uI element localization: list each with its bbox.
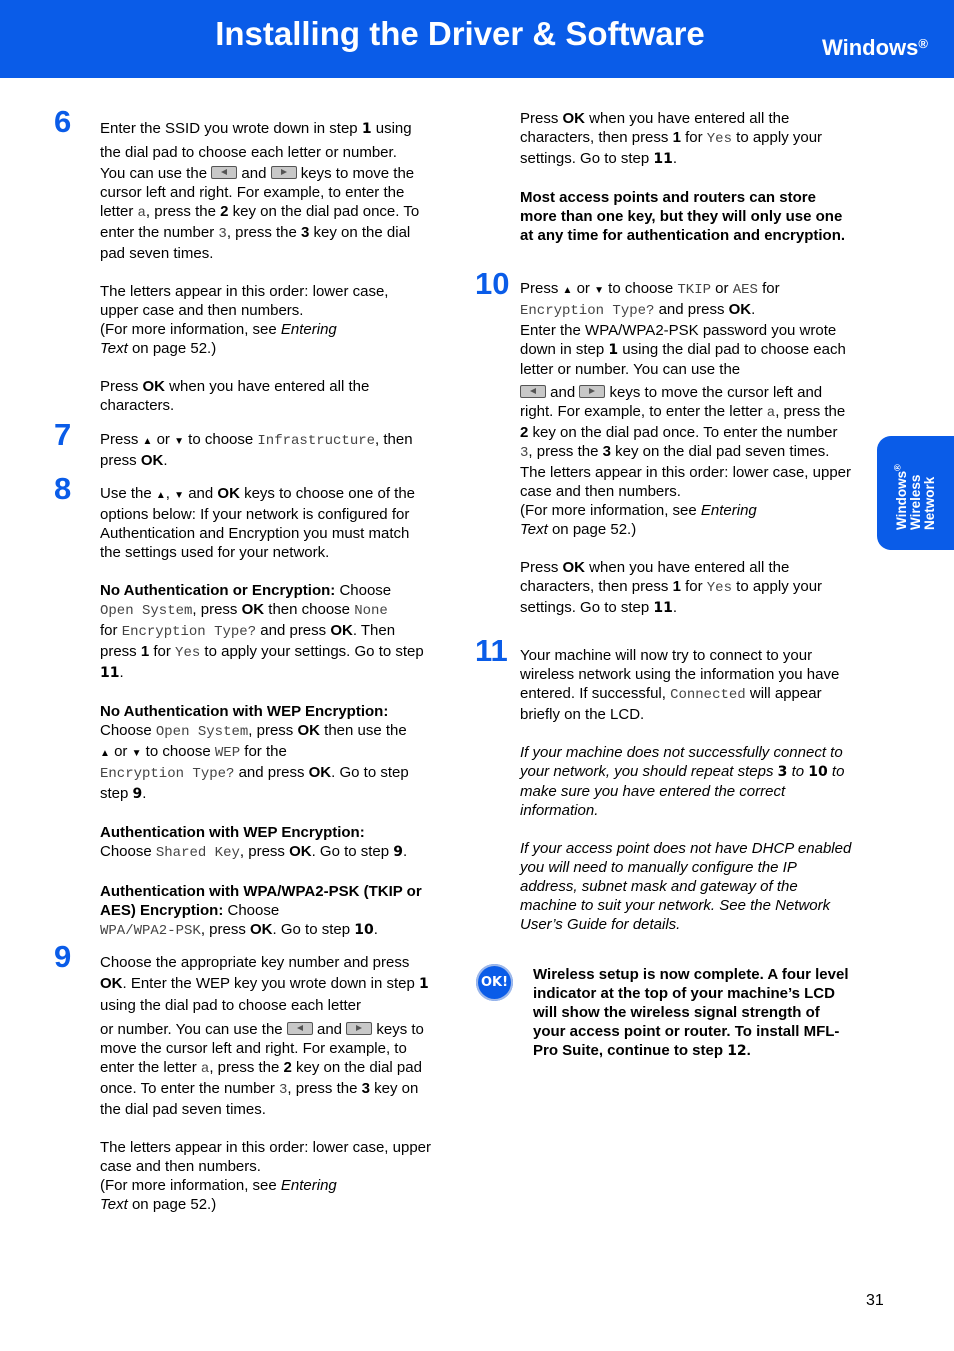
down-arrow-icon: ▼ (131, 748, 142, 759)
key-label: 1 (140, 643, 150, 660)
text: , press the (775, 403, 846, 420)
option-heading: No Authentication with WEP Encryption: (100, 703, 389, 720)
key-label: OK (330, 622, 353, 639)
side-tab-line2: Wireless (907, 474, 923, 530)
option-wpa-auth (100, 882, 432, 941)
step-9-cont-para (520, 109, 852, 169)
text: to apply your settings. Go to step (200, 643, 424, 660)
text: then use the (319, 722, 407, 739)
lcd-text: Connected (670, 687, 746, 703)
step-9-para-1 (100, 952, 432, 1016)
cross-reference: Entering (700, 502, 757, 519)
text: to choose (184, 431, 258, 448)
option-heading: No Authentication or Encryption: (100, 582, 336, 599)
up-arrow-icon: ▲ (142, 436, 153, 447)
text: Choose (100, 843, 156, 860)
text: and press (654, 301, 729, 318)
option-wep-auth (100, 823, 432, 863)
text: when you have entered all the characters. (100, 378, 370, 414)
text: . (163, 452, 168, 469)
text: and (312, 1021, 347, 1038)
text: for (757, 280, 780, 297)
key-label: OK (250, 921, 273, 938)
text: for (149, 643, 176, 660)
step-11-para-2 (520, 743, 852, 820)
completion-note (533, 965, 853, 1061)
option-no-auth (100, 581, 432, 683)
step-ref: 10 (354, 922, 374, 938)
text: Choose the appropriate key number and press (100, 954, 410, 971)
text: using the dial pad to choose each letter (100, 997, 362, 1014)
text: , press (200, 921, 251, 938)
step-ref: 3 (777, 764, 788, 780)
key-label: OK (728, 301, 752, 318)
key-label: 3 (301, 224, 310, 241)
text: , press (239, 843, 290, 860)
text: key on the dial pad seven times. (610, 443, 830, 460)
option-heading: Authentication with WPA/WPA2-PSK (TKIP or AES) Encryption: (100, 883, 422, 919)
up-arrow-icon: ▲ (100, 748, 110, 759)
up-arrow-icon: ▲ (562, 285, 573, 296)
step-11-para-3: If your access point does not have DHCP enabled you will need to manually configure the IP address, subnet mask and gateway of the machine to suit your network. See the Network User’s Guide for details. (520, 840, 852, 933)
text: to (787, 763, 809, 780)
step-ref: 10 (808, 764, 828, 780)
key-label: 1 (672, 578, 681, 595)
lcd-text: Yes (175, 645, 201, 661)
key-label: OK (297, 722, 320, 739)
text: keys to move the cursor left and right. For example, to enter the letter (100, 1021, 424, 1076)
up-arrow-icon: ▲ (155, 490, 166, 501)
lcd-text: a (137, 205, 146, 221)
option-wep-no-auth (100, 702, 432, 804)
text: Press (100, 431, 143, 448)
lcd-text: Yes (706, 580, 732, 596)
text: then choose (264, 601, 355, 618)
text: when you have entered all the characters, then press (520, 559, 790, 595)
lcd-text: Encryption Type? (520, 303, 655, 319)
text: key on the dial pad once. To enter the number (100, 1059, 422, 1097)
step-10-para-2 (520, 321, 852, 379)
text: Enter the WPA/WPA2-PSK password you wrote down in step (520, 322, 837, 358)
lcd-text: Encryption Type? (121, 624, 257, 640)
step-ref: 11 (100, 665, 120, 681)
down-arrow-icon: ▼ (174, 436, 185, 447)
step-8-intro (100, 484, 432, 562)
lcd-text: Open System (100, 603, 193, 619)
text: Enter the SSID you wrote down in step (100, 120, 362, 137)
lcd-text: 3 (218, 226, 227, 242)
step-ref: 1 (419, 976, 429, 992)
text: , then press (100, 431, 413, 469)
page-title: Installing the Driver & Software (215, 15, 705, 52)
cross-reference: Text (100, 1196, 128, 1213)
text: Choose (335, 582, 392, 599)
step-ref: 1 (608, 342, 619, 358)
step-6-para-3: The letters appear in this order: lower case, upper case and then numbers. (100, 283, 389, 319)
option-heading: Authentication with WEP Encryption: (100, 824, 365, 841)
key-label: 3 (361, 1080, 370, 1097)
text: to choose (604, 280, 678, 297)
side-tab-line3: Network (921, 476, 937, 530)
key-label: OK (142, 378, 166, 395)
text: or (572, 280, 595, 297)
lcd-text: 3 (279, 1082, 288, 1098)
lcd-text: Infrastructure (257, 433, 376, 449)
text: to choose (141, 743, 215, 760)
cross-reference: Entering (280, 321, 337, 338)
step-number-8: 8 (54, 471, 72, 506)
key-label: OK (217, 485, 240, 502)
text: for the (240, 743, 287, 760)
text: . (746, 1042, 751, 1059)
key-label: OK (241, 601, 265, 618)
text: . Go to step (272, 921, 355, 938)
text: for (680, 578, 707, 595)
text: step (100, 785, 133, 802)
step-ref: 12 (727, 1043, 747, 1059)
text: to apply your settings. Go to step (520, 129, 823, 167)
os-label-text: Windows (822, 35, 919, 60)
text: key on the dial pad once. To enter the number (100, 203, 420, 241)
key-label: OK (562, 559, 586, 576)
text: You can use the (100, 165, 212, 182)
right-arrow-key-icon (346, 1022, 372, 1035)
down-arrow-icon: ▼ (174, 490, 185, 501)
text: for (680, 129, 707, 146)
completion-text (533, 965, 853, 1061)
text: when you have entered all the characters, then press (520, 110, 790, 146)
step-10-para-1 (520, 279, 852, 321)
text: Choose (100, 722, 156, 739)
text: key on the dial pad seven times. (100, 1080, 419, 1118)
lcd-text: WPA/WPA2-PSK (100, 923, 201, 939)
lcd-text: a (200, 1061, 210, 1077)
text: , press the (528, 443, 603, 460)
lcd-text: AES (732, 282, 758, 298)
key-label: OK (100, 975, 123, 992)
text: using the dial pad to choose each letter or number. You can use the (520, 341, 846, 378)
text: or (152, 431, 175, 448)
step-ref: 1 (361, 121, 372, 137)
text: . (751, 301, 756, 318)
text: keys to move the cursor left and right. For example, to enter the letter (520, 384, 823, 420)
step-ref: 9 (393, 844, 404, 860)
lcd-text: Shared Key (155, 845, 240, 861)
text: will appear briefly on the LCD. (520, 685, 822, 723)
cross-reference: Text (100, 340, 128, 357)
text: and press (234, 764, 309, 781)
text: on page 52.) (127, 1196, 217, 1213)
lcd-text: None (354, 603, 388, 619)
text: , press the (145, 203, 221, 220)
step-6-para-5 (100, 377, 430, 415)
text: on page 52.) (547, 521, 637, 538)
lcd-text: Encryption Type? (100, 766, 235, 782)
text: or (109, 743, 132, 760)
side-tab-text (877, 436, 954, 550)
text: keys to choose one of the options below: If your network is configured for Authentication and Encryption you must match the settings used for your network. (100, 485, 416, 561)
text: , press the (226, 224, 302, 241)
text: Use the (100, 485, 156, 502)
lcd-text: Open System (155, 724, 249, 740)
step-10-para-6 (520, 558, 852, 618)
text: and (184, 485, 218, 502)
text: . (119, 664, 124, 681)
step-6-body (100, 117, 430, 415)
step-10-para-4: The letters appear in this order: lower case, upper case and then numbers. (520, 464, 852, 500)
key-label: 2 (520, 424, 529, 441)
step-number-7: 7 (54, 417, 72, 452)
step-10-body (520, 279, 852, 618)
text: to make sure you have entered the correct information. (520, 763, 845, 819)
text: (For more information, see (100, 1177, 281, 1194)
step-7-para (100, 430, 430, 470)
step-8-body (100, 484, 432, 941)
right-arrow-key-icon (271, 166, 297, 179)
key-label: OK (289, 843, 312, 860)
step-7-body (100, 430, 430, 470)
text: and (546, 384, 580, 401)
step-10-para-5 (520, 501, 852, 539)
cross-reference: Entering (280, 1177, 337, 1194)
key-label: 1 (672, 129, 681, 146)
lcd-text: WEP (214, 745, 241, 761)
step-9-para-2 (100, 1020, 432, 1119)
text: . Go to step (311, 843, 394, 860)
text: key on the dial pad seven times. (100, 224, 411, 262)
step-ref: 11 (653, 600, 673, 616)
side-tab-mark: ® (892, 464, 902, 471)
page-number: 31 (866, 1292, 884, 1309)
text: , press (248, 722, 298, 739)
step-number-10: 10 (475, 266, 510, 301)
text: on page 52.) (127, 340, 217, 357)
text: (For more information, see (520, 502, 701, 519)
text: for (100, 622, 122, 639)
text: Choose (223, 902, 280, 919)
text: . Go to step (331, 764, 409, 781)
text: Press (520, 559, 563, 576)
step-ref: 11 (653, 151, 673, 167)
left-arrow-key-icon (287, 1022, 313, 1035)
step-11-para-1 (520, 646, 852, 724)
text: Wireless setup is now complete. A four level indicator at the top of your machine’s LCD will show the wireless signal strength of your access point or router. To install MFL-Pro Suite, continue to step (533, 966, 849, 1059)
text: , press the (287, 1080, 362, 1097)
step-9-para-4 (100, 1176, 432, 1214)
text: (For more information, see (100, 321, 281, 338)
text: . (672, 150, 678, 167)
step-6-para-1 (100, 117, 430, 165)
step-number-11: 11 (475, 633, 508, 668)
step-10-para-3 (520, 383, 852, 463)
text: . (403, 843, 408, 860)
step-6-para-2 (100, 164, 430, 263)
text: keys to move the cursor left and right. For example, to enter the letter (100, 165, 415, 220)
lcd-text: TKIP (677, 282, 712, 298)
cross-reference: Text (520, 521, 548, 538)
text: and (237, 165, 271, 182)
text: or number. You can use the (100, 1021, 287, 1038)
lcd-text: 3 (520, 445, 529, 461)
text: If your machine does not successfully connect to your network, you should repeat steps (520, 744, 843, 780)
text: to apply your settings. Go to step (520, 578, 823, 616)
key-label: 2 (283, 1059, 292, 1076)
left-arrow-key-icon (520, 385, 546, 398)
text: . Then press (100, 622, 396, 660)
step-9-para-3: The letters appear in this order: lower case, upper case and then numbers. (100, 1139, 432, 1175)
text: . Enter the WEP key you wrote down in step (122, 975, 420, 992)
step-11-body (520, 646, 852, 934)
side-tab-line1: Windows (893, 470, 909, 530)
text: Press (100, 378, 143, 395)
text: using the dial pad to choose each letter or number. (100, 120, 412, 161)
step-ref: 9 (132, 786, 143, 802)
key-label: 2 (220, 203, 229, 220)
down-arrow-icon: ▼ (594, 285, 605, 296)
left-arrow-key-icon (211, 166, 237, 179)
registered-mark: ® (918, 36, 928, 51)
key-storage-note: Most access points and routers can store more than one key, but they will only use one at any time for authentication and encryption. (520, 189, 846, 244)
text: or (711, 280, 733, 297)
lcd-text: Yes (706, 131, 732, 147)
ok-badge-icon: OK! (476, 964, 513, 1001)
lcd-text: a (766, 405, 776, 421)
text: Your machine will now try to connect to your wireless network using the information you have entered. If successful, (520, 647, 840, 702)
key-label: OK (140, 452, 164, 469)
os-label (822, 34, 928, 62)
text: , press the (209, 1059, 284, 1076)
right-arrow-key-icon (579, 385, 605, 398)
text: , (165, 485, 175, 502)
text: , press (192, 601, 242, 618)
page-header (0, 0, 954, 78)
text: Press (520, 280, 563, 297)
text: . (142, 785, 147, 802)
key-label: 3 (602, 443, 611, 460)
side-tab (877, 436, 954, 550)
text: . (373, 921, 378, 938)
step-number-6: 6 (54, 104, 72, 139)
step-9-body (100, 952, 432, 1214)
text: and press (256, 622, 331, 639)
text: . (672, 599, 678, 616)
step-6-para-4 (100, 320, 430, 358)
step-number-9: 9 (54, 939, 72, 974)
key-label: OK (308, 764, 332, 781)
text: Press (520, 110, 563, 127)
step-9-continued (520, 109, 852, 245)
key-label: OK (562, 110, 586, 127)
text: key on the dial pad once. To enter the number (528, 424, 838, 441)
